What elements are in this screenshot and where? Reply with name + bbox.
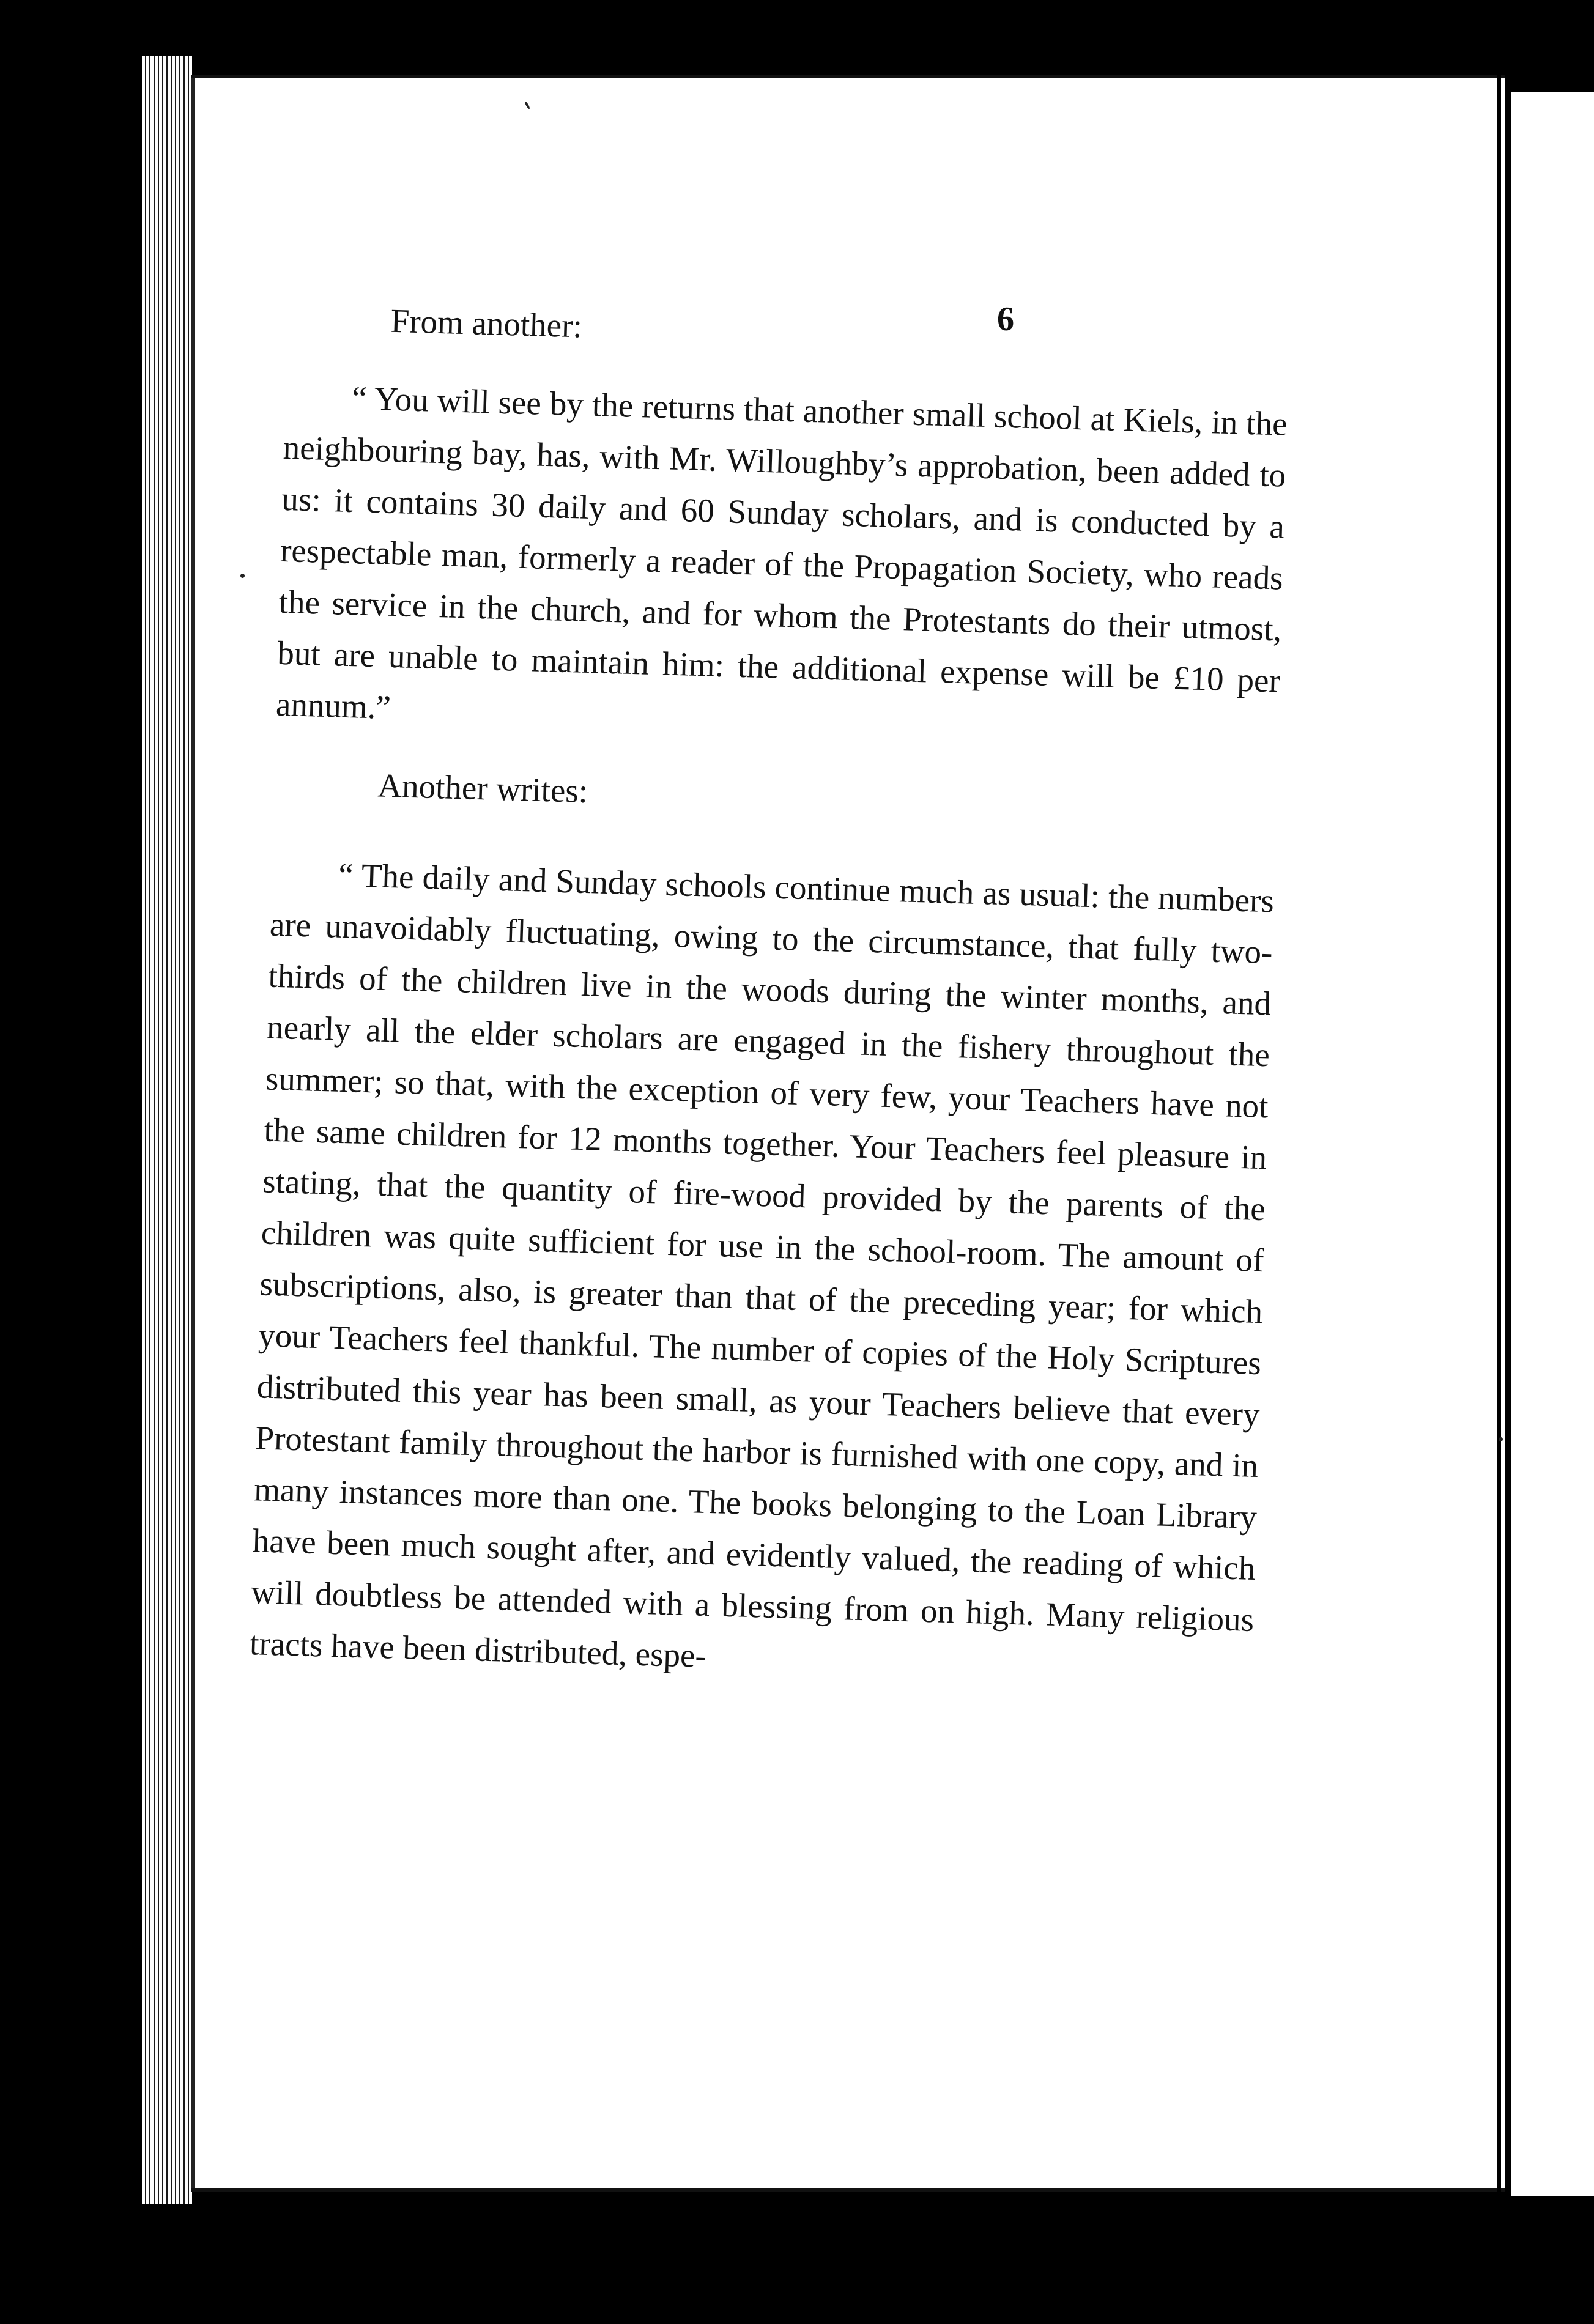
page-edges <box>142 56 192 2204</box>
quoted-paragraph: “ The daily and Sunday schools continue much as usual: the numbers are unavoidably fluctuating, owing to the circumstance, that fully two-thirds of the children live in the woods during the winter months, and nearly all the elder scholars are engaged in the fishery throughout the summer; so that, with the exception of very few, your Teachers have not the same children for 12 months together. Your Teachers feel pleasure in stating, that the quantity of fire-wood provided by the parents of the children was quite sufficient for use in the school-room. The amount of subscriptions, also, is greater than that of the preceding year; for which your Teachers feel thankful. The number of copies of the Holy Scriptures distributed this year has been small, as your Teachers believe that every Protestant family throughout the harbor is furnished with one copy, and in many instances more than one. The books belonging to the Loan Library have been much sought after, and evidently valued, the reading of which will doubtless be attended with a blessing from on high. Many religious tracts have been distributed, espe- <box>249 856 1275 1675</box>
ink-mark <box>1499 1437 1503 1441</box>
body-text <box>249 292 1290 1697</box>
gutter-divider <box>1497 75 1501 2192</box>
ink-mark <box>240 574 245 578</box>
paragraph-heading: Another writes: <box>377 766 588 810</box>
page-number: 6 <box>997 300 1014 338</box>
paragraph-heading: From another: <box>390 302 583 345</box>
quoted-paragraph: “ You will see by the returns that another small school at Kiels, in the neighbouring bay, has, with Mr. Willoughby’s approbation, been added to us: it contains 30 daily and 60 Sunday scholars, and is conducted by a respectable man, formerly a reader of the Propagation Society, who reads the service in the church, and for whom the Protestants do their utmost, but are unable to maintain him: the additional expense will be £10 per annum.” <box>275 379 1288 726</box>
facing-page-edge <box>1508 92 1594 2196</box>
